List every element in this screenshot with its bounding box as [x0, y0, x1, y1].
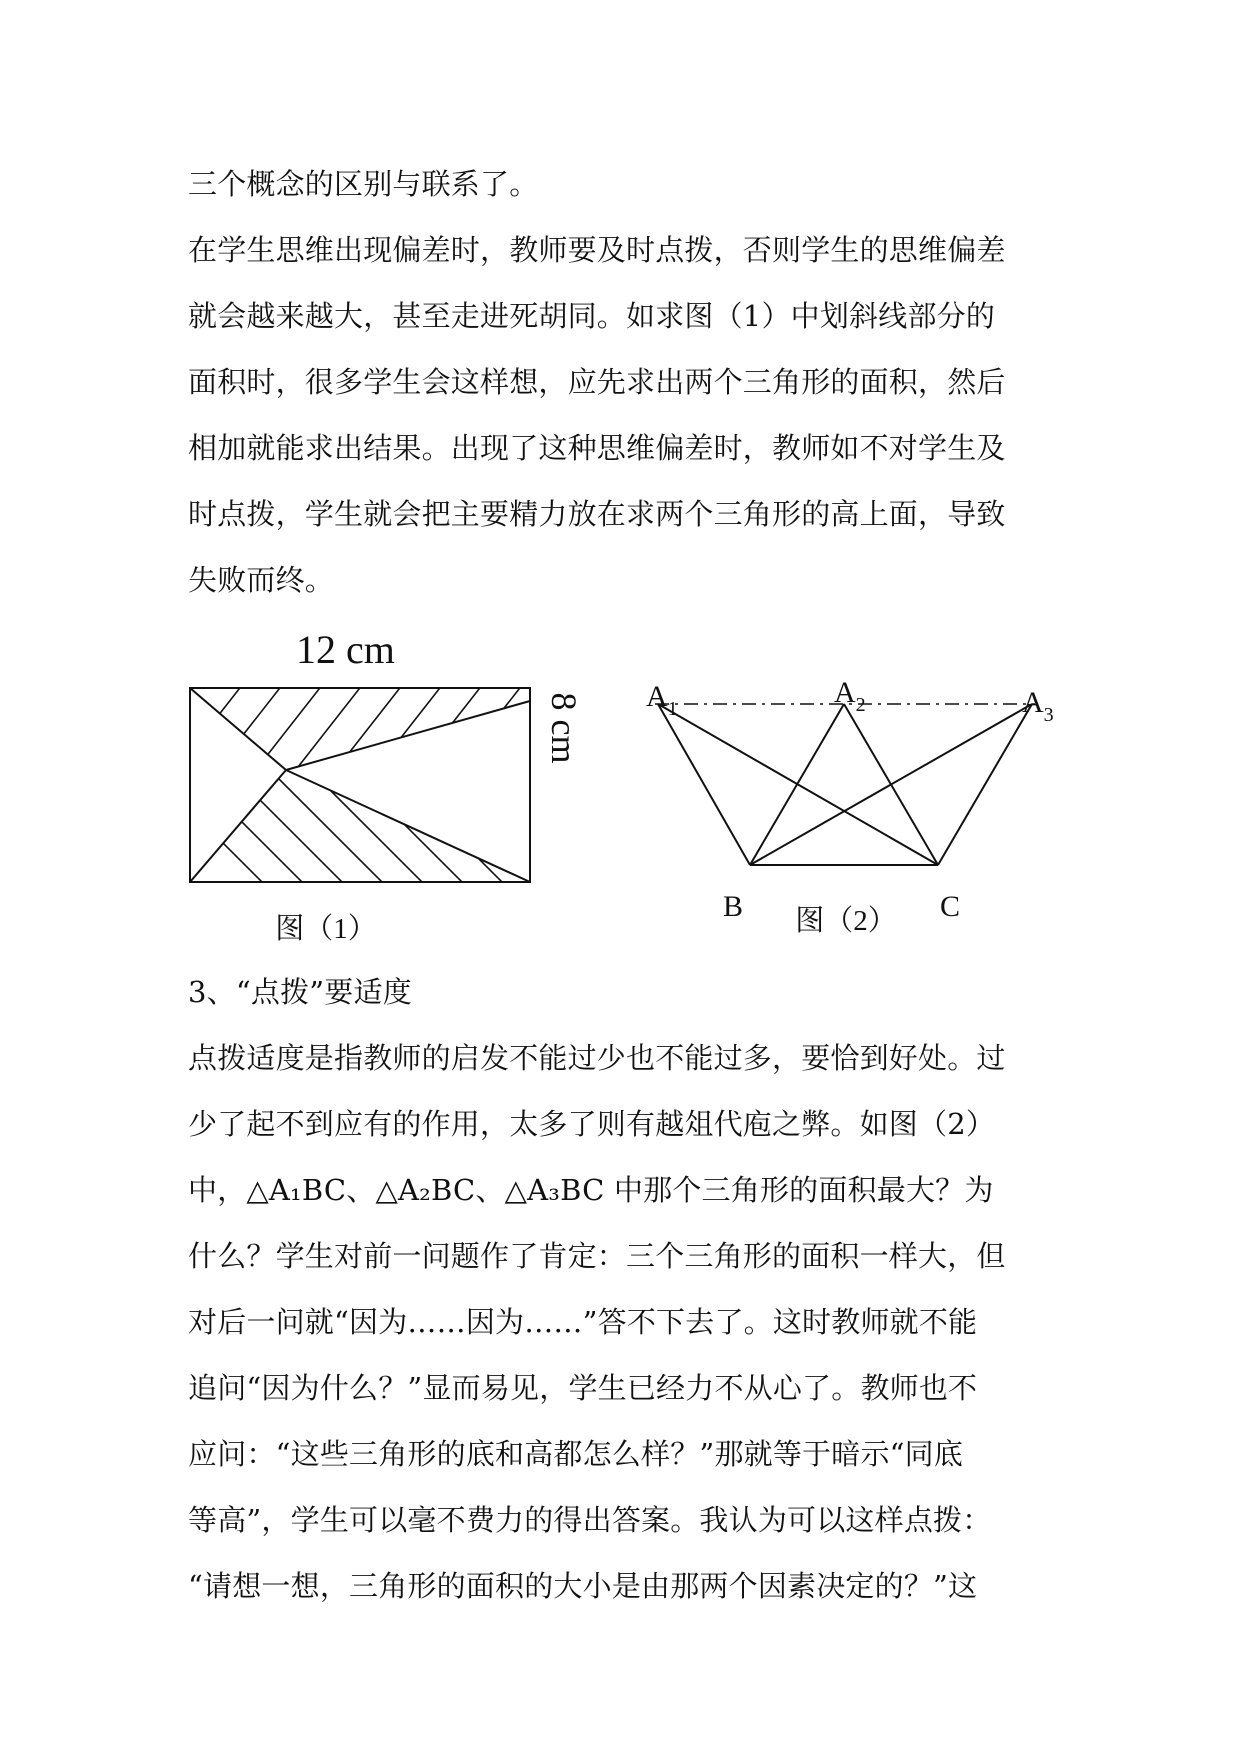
text-line: 应问：“这些三角形的底和高都怎么样？”那就等于暗示“同底	[188, 1437, 964, 1471]
text-line: 对后一问就“因为……因为……”答不下去了。这时教师就不能	[188, 1305, 978, 1339]
triangle-edge	[286, 770, 530, 882]
text-line: 什么？学生对前一问题作了肯定：三个三角形的面积一样大，但	[188, 1239, 1006, 1273]
width-label: 12 cm	[296, 627, 395, 672]
figure-1-rectangle-diagram	[180, 620, 600, 950]
rectangle	[190, 688, 530, 882]
text-line: 失败而终。	[188, 563, 335, 597]
edge-a3-c	[938, 704, 1032, 865]
label-b: B	[723, 890, 744, 923]
text-line: 就会越来越大，甚至走进死胡同。如求图（1）中划斜线部分的	[188, 299, 996, 333]
text-line: 等高”，学生可以毫不费力的得出答案。我认为可以这样点拨：	[188, 1503, 992, 1537]
text-line: 追问“因为什么？”显而易见，学生已经力不从心了。教师也不	[188, 1371, 978, 1405]
diagonal-line	[190, 688, 286, 770]
section-heading: 3、“点拨”要适度	[188, 975, 412, 1009]
text-line: 相加就能求出结果。出现了这种思维偏差时，教师如不对学生及	[188, 431, 1006, 465]
figure-1-caption: 图（1）	[275, 913, 377, 945]
edge-a3-b	[750, 704, 1032, 865]
label-a1: $A_1$	[646, 680, 678, 720]
edge-a2-b	[750, 704, 844, 865]
text-line: 面积时，很多学生会这样想，应先求出两个三角形的面积，然后	[188, 365, 1006, 399]
text-line: 三个概念的区别与联系了。	[188, 167, 539, 201]
text-line: “请想一想，三角形的面积的大小是由那两个因素决定的？”这	[188, 1569, 978, 1603]
text-line: 少了起不到应有的作用，太多了则有越俎代庖之弊。如图（2）	[188, 1107, 996, 1141]
text-line: 时点拨，学生就会把主要精力放在求两个三角形的高上面，导致	[188, 497, 1006, 531]
diagonal-line	[190, 770, 286, 882]
text-line: 点拨适度是指教师的启发不能过少也不能过多，要恰到好处。过	[188, 1041, 1006, 1075]
label-a2: $A_2$	[834, 676, 866, 716]
hatching-top	[180, 675, 530, 790]
height-label: 8 cm	[544, 692, 584, 764]
text-line: 在学生思维出现偏差时，教师要及时点拨，否则学生的思维偏差	[188, 233, 1006, 267]
figure-2-caption: 图（2）	[795, 905, 897, 937]
text-line: 中，△A₁BC、△A₂BC、△A₃BC 中那个三角形的面积最大？为	[188, 1173, 994, 1207]
label-c: C	[940, 890, 961, 923]
figure-2-triangles-diagram	[630, 660, 1070, 950]
edge-a1-b	[658, 704, 750, 865]
label-a3: $A_3$	[1022, 686, 1054, 726]
